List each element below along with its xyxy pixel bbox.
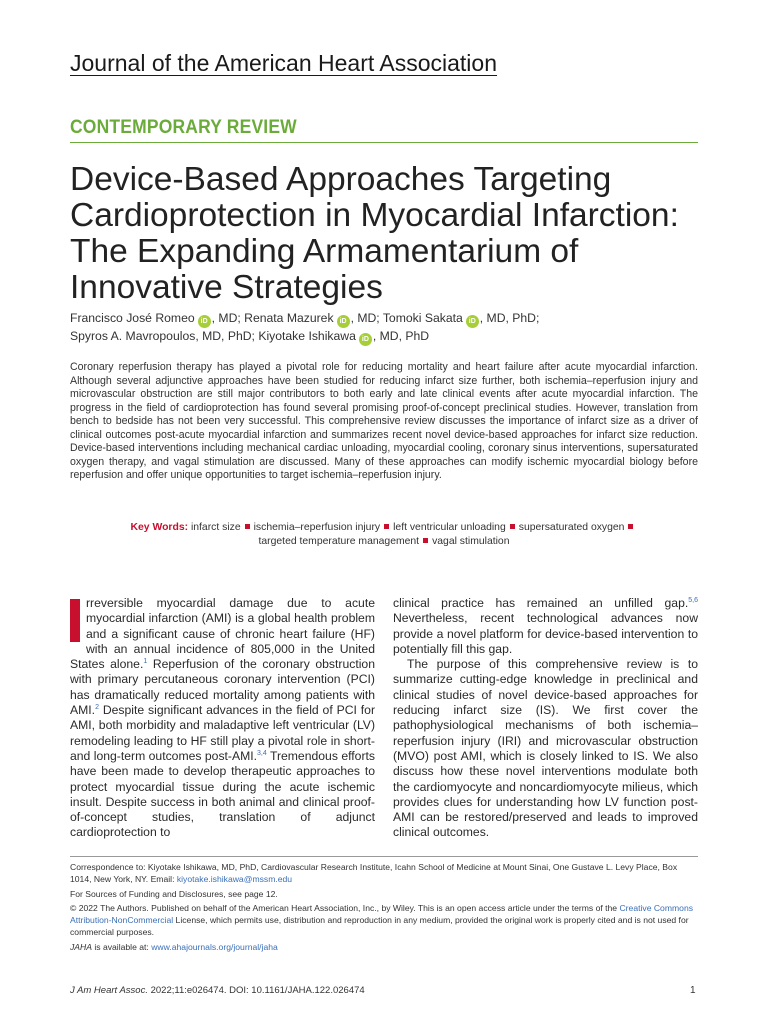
bullet-square-icon — [245, 524, 250, 529]
body-text: Despite significant advances in the field of PCI for AMI, both morbidity and maladaptive left ventricular (LV) remodeling leading to HF still play a pivotal role in short- and long-term outcomes post-AMI. — [70, 703, 375, 763]
orcid-icon[interactable]: iD — [337, 315, 350, 328]
keyword: infarct size — [190, 522, 241, 533]
keywords — [70, 521, 698, 548]
author-degree: , MD; — [350, 311, 383, 325]
journal-url-link[interactable]: www.ahajournals.org/journal/jaha — [151, 941, 278, 952]
jaha-label: JAHA — [70, 941, 92, 952]
orcid-icon[interactable]: iD — [198, 315, 211, 328]
title-line: Cardioprotection in Myocardial Infarction: — [70, 197, 679, 234]
author-degree: , MD, PhD — [372, 329, 430, 343]
keyword: left ventricular unloading — [393, 522, 506, 533]
copyright-text: License, which permits use, distribution and reproduction in any medium, provided the original work is properly cited and is not used for commercial purposes. — [70, 915, 689, 937]
funding-note: For Sources of Funding and Disclosures, see page 12. — [70, 888, 278, 899]
abstract: Coronary reperfusion therapy has played a pivotal role for reducing mortality and heart failure after acute myocardial infarction. Although several adjunctive approaches have been studied for reducing infarct size further, both ischemia–reperfusion injury and microvascular obstruction are still major contributors to both early and late clinical events after acute myocardial infarction. The progress in the field of cardioprotection has found several promising proof-of-concept preclinical studies. However, translation from bench to bedside has not been very successful. This comprehensive review discusses the importance of infarct size as a driver of clinical outcomes post-acute myocardial infarction and summarizes recent novel device-based approaches for infarct size reduction. Device-based interventions including mechanical cardiac unloading, myocardial cooling, coronary sinus interventions, supersaturated oxygen therapy, and vagal stimulation are discussed. Many of these approaches can modify ischemic myocardial biology before reperfusion and offer unique opportunities to target ischemia–reperfusion injury. — [70, 361, 698, 481]
availability-note — [70, 942, 698, 954]
footnotes — [70, 862, 698, 957]
keyword: vagal stimulation — [432, 535, 510, 547]
reference-link[interactable]: 1 — [143, 658, 148, 666]
body-text: clinical practice has remained an unfilled gap. — [393, 596, 689, 610]
body-paragraph: The purpose of this comprehensive review is to summarize cutting-edge knowledge in preclinical and clinical studies of novel device-based approaches for reducing infarct size (IS). We first cover the pathophysiological mechanisms of both ischemia–reperfusion injury (IRI) and microvascular obstruction (MVO) post AMI, which is closely linked to IS. We also discuss how these novel interventions modulate both the cardiomyocyte and noncardiomyocyte milieus, which provides clues for understanding how LV function post-AMI can be restored/preserved and leads to improved clinical outcomes. — [393, 657, 698, 840]
body-column-left — [70, 596, 375, 841]
section-divider — [70, 142, 698, 143]
orcid-icon[interactable]: iD — [359, 333, 372, 346]
author-degree: , MD; — [211, 311, 245, 325]
bullet-square-icon — [423, 538, 428, 543]
body-text: Nevertheless, recent technological advances now provide a novel platform for device-based intervention to potentially fill this gap. — [393, 611, 698, 656]
keyword: targeted temperature management — [258, 535, 420, 547]
correspondence-text: Correspondence to: Kiyotake Ishikawa, MD, PhD, Cardiovascular Research Institute, Icahn School of Medicine at Mount Sinai, One Gustave L. Levy Place, Box 1014, New York, NY. Email: — [70, 862, 678, 884]
body-paragraph — [393, 596, 698, 657]
copyright-text: © 2022 The Authors. Published on behalf of the American Heart Association, Inc., by Wiley. This is an open access article under the terms of the — [70, 903, 620, 914]
author-list — [70, 310, 710, 346]
orcid-icon[interactable]: iD — [466, 315, 479, 328]
author-name: Spyros A. Mavropoulos, MD, PhD; — [70, 329, 259, 343]
body-text: Tremendous efforts have been made to develop therapeutic approaches to protect myocardial tissue during the acute ischemic insult. Despite success in both animal and clinical proof-of-concept studies, translation of adjunct cardioprotection to — [70, 748, 375, 840]
keyword: supersaturated oxygen — [518, 522, 625, 533]
body-text: rreversible myocardial damage due to acute myocardial infarction (AMI) is a global health problem and a significant cause of chronic heart failure (HF) with an annual incidence of 805,000 in the United States alone. — [70, 596, 375, 672]
title-line: Device-Based Approaches Targeting — [70, 161, 612, 198]
copyright-note — [70, 903, 698, 938]
reference-link[interactable]: 3,4 — [257, 749, 267, 757]
author-degree: , MD, PhD; — [479, 311, 540, 325]
keywords-label: Key Words: — [130, 522, 189, 533]
body-column-right — [393, 596, 698, 841]
bullet-square-icon — [510, 524, 515, 529]
citation-details: 2022;11:e026474. DOI: 10.1161/JAHA.122.026474 — [147, 985, 365, 996]
body-paragraph — [70, 596, 375, 841]
section-label: CONTEMPORARY REVIEW — [70, 117, 297, 138]
author-name: Tomoki Sakata — [382, 311, 463, 325]
license-link[interactable]: Creative Commons Attribution-NonCommercial — [70, 903, 694, 926]
bullet-square-icon — [384, 524, 389, 529]
body-text: Reperfusion of the coronary obstruction with primary percutaneous coronary intervention (PCI) has dramatically reduced mortality among patients with AMI. — [70, 657, 375, 718]
bullet-square-icon — [628, 524, 633, 529]
email-link[interactable]: kiyotake.ishikawa@mssm.edu — [176, 873, 293, 884]
reference-link[interactable]: 2 — [95, 704, 99, 712]
article-citation — [70, 985, 365, 996]
page-number: 1 — [690, 985, 696, 996]
keyword: ischemia–reperfusion injury — [253, 522, 381, 533]
drop-cap-i — [70, 599, 80, 642]
article-title — [70, 162, 710, 306]
author-name: Renata Mazurek — [244, 311, 334, 325]
title-line: The Expanding Armamentarium of — [70, 233, 579, 270]
correspondence-note — [70, 862, 698, 886]
footnote-divider — [70, 856, 698, 857]
availability-text: is available at: — [91, 941, 152, 952]
author-name: Francisco José Romeo — [70, 311, 195, 325]
author-name: Kiyotake Ishikawa — [258, 329, 356, 343]
journal-title: Journal of the American Heart Association — [70, 50, 498, 76]
citation-journal: J Am Heart Assoc. — [70, 985, 148, 996]
reference-link[interactable]: 5,6 — [688, 597, 698, 604]
title-line: Innovative Strategies — [70, 269, 383, 306]
